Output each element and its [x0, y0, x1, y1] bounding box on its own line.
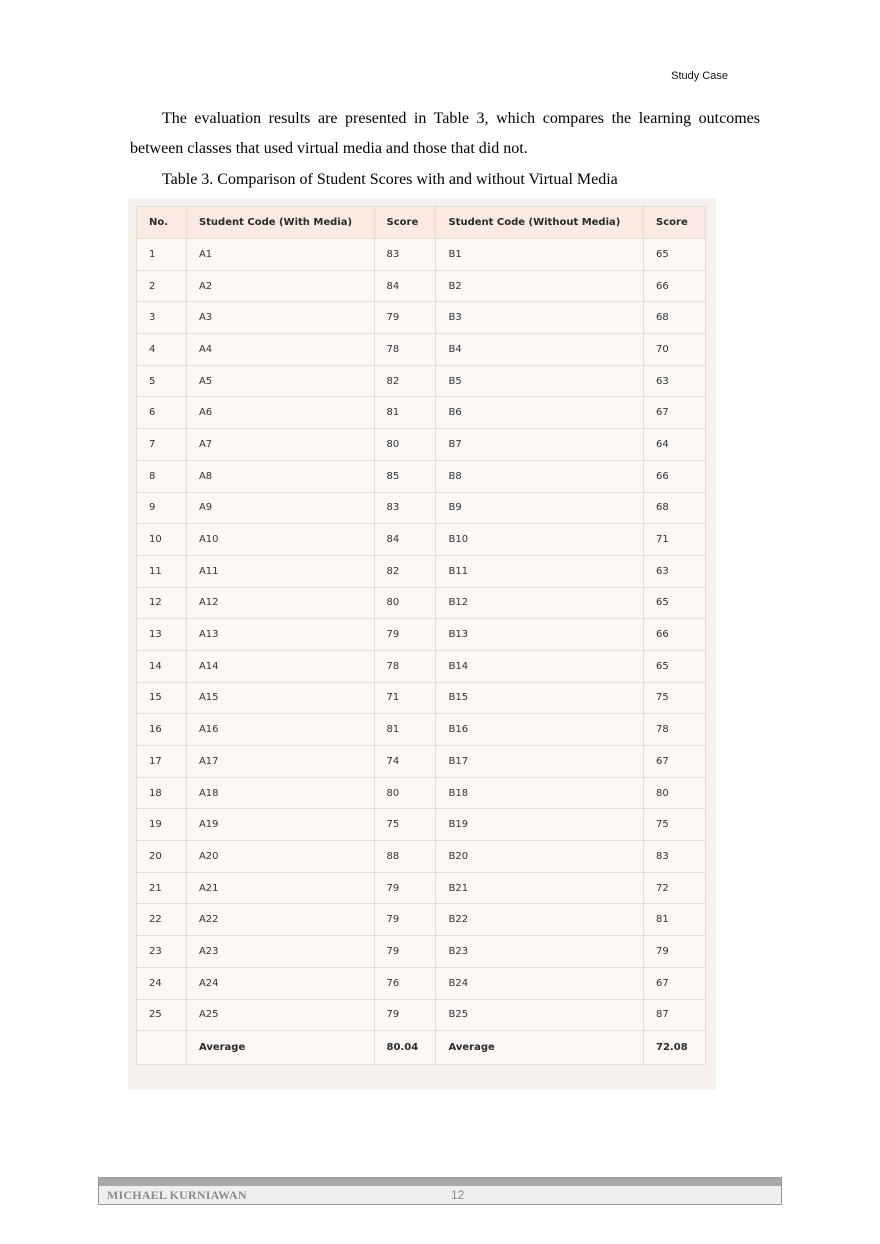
table-row [137, 460, 706, 492]
cell-number: 6 [137, 397, 187, 429]
header-code-without-media: Student Code (Without Media) [436, 207, 644, 239]
average-blank-cell [137, 1031, 187, 1065]
average-label-without-media: Average [436, 1031, 644, 1065]
cell-score-without-media: 65 [644, 587, 706, 619]
cell-code-without-media: B9 [436, 492, 644, 524]
cell-score-with-media: 80 [374, 587, 436, 619]
header-code-with-media: Student Code (With Media) [186, 207, 374, 239]
cell-number: 18 [137, 777, 187, 809]
cell-score-without-media: 65 [644, 650, 706, 682]
page-footer [98, 1177, 782, 1205]
cell-number: 7 [137, 429, 187, 461]
table-row [137, 714, 706, 746]
cell-code-without-media: B6 [436, 397, 644, 429]
cell-number: 22 [137, 904, 187, 936]
cell-score-without-media: 63 [644, 365, 706, 397]
cell-code-with-media: A12 [186, 587, 374, 619]
cell-code-without-media: B25 [436, 999, 644, 1031]
cell-score-with-media: 79 [374, 904, 436, 936]
cell-code-without-media: B11 [436, 555, 644, 587]
cell-score-with-media: 79 [374, 302, 436, 334]
cell-number: 3 [137, 302, 187, 334]
cell-code-without-media: B14 [436, 650, 644, 682]
cell-code-without-media: B5 [436, 365, 644, 397]
cell-code-with-media: A7 [186, 429, 374, 461]
cell-score-without-media: 66 [644, 270, 706, 302]
cell-number: 1 [137, 239, 187, 271]
cell-score-with-media: 71 [374, 682, 436, 714]
table-row [137, 809, 706, 841]
cell-code-with-media: A1 [186, 239, 374, 271]
cell-number: 14 [137, 650, 187, 682]
cell-code-without-media: B17 [436, 746, 644, 778]
cell-score-without-media: 67 [644, 967, 706, 999]
cell-code-with-media: A11 [186, 555, 374, 587]
average-score-with-media: 80.04 [374, 1031, 436, 1065]
cell-number: 5 [137, 365, 187, 397]
cell-number: 15 [137, 682, 187, 714]
cell-code-with-media: A23 [186, 936, 374, 968]
table-row [137, 492, 706, 524]
cell-code-without-media: B24 [436, 967, 644, 999]
cell-score-with-media: 82 [374, 365, 436, 397]
cell-code-with-media: A5 [186, 365, 374, 397]
cell-number: 9 [137, 492, 187, 524]
cell-score-without-media: 87 [644, 999, 706, 1031]
cell-score-without-media: 68 [644, 492, 706, 524]
body-paragraph: The evaluation results are presented in Table 3, which compares the learning outcomes between classes that used virtual media and those that did not. [130, 110, 760, 157]
cell-code-without-media: B21 [436, 872, 644, 904]
cell-code-without-media: B23 [436, 936, 644, 968]
cell-score-without-media: 71 [644, 524, 706, 556]
cell-score-with-media: 80 [374, 777, 436, 809]
cell-score-without-media: 78 [644, 714, 706, 746]
header-score-without-media: Score [644, 207, 706, 239]
cell-code-with-media: A14 [186, 650, 374, 682]
cell-score-with-media: 80 [374, 429, 436, 461]
cell-code-with-media: A15 [186, 682, 374, 714]
cell-code-with-media: A19 [186, 809, 374, 841]
cell-code-with-media: A25 [186, 999, 374, 1031]
table-body [137, 239, 706, 1031]
cell-number: 21 [137, 872, 187, 904]
cell-score-with-media: 75 [374, 809, 436, 841]
cell-number: 10 [137, 524, 187, 556]
cell-number: 19 [137, 809, 187, 841]
cell-score-with-media: 88 [374, 841, 436, 873]
cell-code-without-media: B15 [436, 682, 644, 714]
table-caption: Table 3. Comparison of Student Scores with and without Virtual Media [162, 171, 618, 188]
table-row [137, 650, 706, 682]
cell-score-with-media: 81 [374, 714, 436, 746]
scores-table [136, 206, 706, 1065]
cell-code-without-media: B12 [436, 587, 644, 619]
cell-code-without-media: B20 [436, 841, 644, 873]
table-row [137, 746, 706, 778]
cell-score-with-media: 81 [374, 397, 436, 429]
cell-number: 2 [137, 270, 187, 302]
cell-score-without-media: 63 [644, 555, 706, 587]
cell-score-with-media: 82 [374, 555, 436, 587]
average-score-without-media: 72.08 [644, 1031, 706, 1065]
cell-score-without-media: 81 [644, 904, 706, 936]
page-number: 12 [451, 1188, 465, 1202]
cell-score-with-media: 79 [374, 936, 436, 968]
cell-number: 4 [137, 334, 187, 366]
footer-bar [99, 1178, 781, 1186]
table-row [137, 524, 706, 556]
cell-score-without-media: 75 [644, 682, 706, 714]
table-row [137, 302, 706, 334]
cell-code-without-media: B3 [436, 302, 644, 334]
cell-code-without-media: B16 [436, 714, 644, 746]
cell-code-without-media: B19 [436, 809, 644, 841]
cell-code-with-media: A20 [186, 841, 374, 873]
footer-author: MICHAEL KURNIAWAN [107, 1188, 247, 1202]
table-row [137, 904, 706, 936]
header-number: No. [137, 207, 187, 239]
table-row [137, 334, 706, 366]
cell-number: 8 [137, 460, 187, 492]
running-header: Study Case [671, 70, 728, 82]
cell-score-without-media: 67 [644, 397, 706, 429]
cell-score-without-media: 79 [644, 936, 706, 968]
cell-code-without-media: B22 [436, 904, 644, 936]
table-average-row [137, 1031, 706, 1065]
cell-code-with-media: A4 [186, 334, 374, 366]
table-image-frame [128, 198, 716, 1090]
cell-score-with-media: 74 [374, 746, 436, 778]
cell-code-with-media: A16 [186, 714, 374, 746]
cell-score-with-media: 83 [374, 492, 436, 524]
cell-score-without-media: 65 [644, 239, 706, 271]
cell-code-with-media: A24 [186, 967, 374, 999]
cell-code-with-media: A13 [186, 619, 374, 651]
table-row [137, 777, 706, 809]
cell-code-with-media: A6 [186, 397, 374, 429]
table-row [137, 682, 706, 714]
cell-score-with-media: 79 [374, 619, 436, 651]
table-row [137, 365, 706, 397]
table-header-row [137, 207, 706, 239]
cell-score-without-media: 72 [644, 872, 706, 904]
cell-score-with-media: 84 [374, 270, 436, 302]
cell-code-without-media: B13 [436, 619, 644, 651]
table-row [137, 587, 706, 619]
cell-number: 25 [137, 999, 187, 1031]
table-row [137, 967, 706, 999]
cell-score-without-media: 66 [644, 619, 706, 651]
table-row [137, 270, 706, 302]
cell-number: 12 [137, 587, 187, 619]
cell-score-without-media: 83 [644, 841, 706, 873]
cell-score-without-media: 70 [644, 334, 706, 366]
table-row [137, 936, 706, 968]
cell-code-with-media: A18 [186, 777, 374, 809]
cell-code-without-media: B10 [436, 524, 644, 556]
cell-code-without-media: B2 [436, 270, 644, 302]
cell-score-with-media: 84 [374, 524, 436, 556]
cell-number: 16 [137, 714, 187, 746]
table-row [137, 239, 706, 271]
cell-number: 11 [137, 555, 187, 587]
cell-score-with-media: 85 [374, 460, 436, 492]
cell-code-without-media: B4 [436, 334, 644, 366]
cell-code-without-media: B18 [436, 777, 644, 809]
cell-score-without-media: 67 [644, 746, 706, 778]
cell-score-with-media: 83 [374, 239, 436, 271]
table-row [137, 619, 706, 651]
cell-code-without-media: B1 [436, 239, 644, 271]
cell-code-with-media: A8 [186, 460, 374, 492]
cell-code-with-media: A10 [186, 524, 374, 556]
cell-score-without-media: 75 [644, 809, 706, 841]
table-row [137, 555, 706, 587]
cell-code-with-media: A22 [186, 904, 374, 936]
cell-score-with-media: 78 [374, 650, 436, 682]
cell-score-without-media: 80 [644, 777, 706, 809]
cell-number: 13 [137, 619, 187, 651]
cell-number: 23 [137, 936, 187, 968]
header-score-with-media: Score [374, 207, 436, 239]
cell-number: 20 [137, 841, 187, 873]
cell-score-with-media: 79 [374, 872, 436, 904]
cell-number: 24 [137, 967, 187, 999]
cell-score-with-media: 78 [374, 334, 436, 366]
cell-code-with-media: A17 [186, 746, 374, 778]
cell-score-without-media: 64 [644, 429, 706, 461]
cell-number: 17 [137, 746, 187, 778]
average-label-with-media: Average [186, 1031, 374, 1065]
cell-score-without-media: 68 [644, 302, 706, 334]
cell-code-with-media: A3 [186, 302, 374, 334]
cell-score-without-media: 66 [644, 460, 706, 492]
cell-code-with-media: A21 [186, 872, 374, 904]
cell-code-with-media: A9 [186, 492, 374, 524]
cell-code-without-media: B8 [436, 460, 644, 492]
table-row [137, 397, 706, 429]
table-row [137, 429, 706, 461]
table-row [137, 841, 706, 873]
table-row [137, 999, 706, 1031]
cell-score-with-media: 76 [374, 967, 436, 999]
cell-code-without-media: B7 [436, 429, 644, 461]
cell-code-with-media: A2 [186, 270, 374, 302]
cell-score-with-media: 79 [374, 999, 436, 1031]
table-row [137, 872, 706, 904]
